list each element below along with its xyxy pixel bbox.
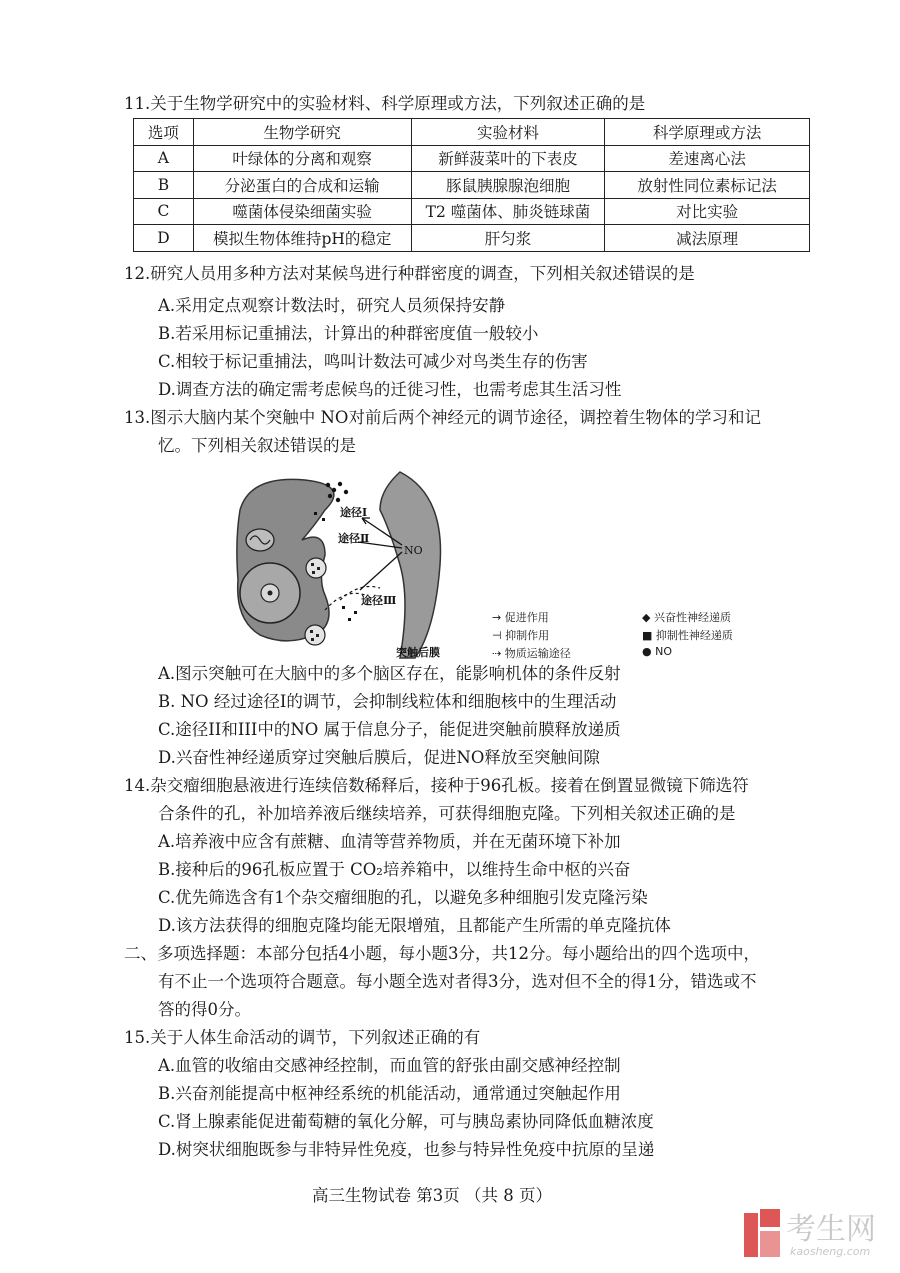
legend-transport: ⇢ 物质运输途径 xyxy=(492,647,571,660)
q15-option-d: D.树突状细胞既参与非特异性免疫，也参与特异性免疫中抗原的呈递 xyxy=(158,1140,655,1159)
q13-option-d: D.兴奋性神经递质穿过突触后膜后，促进NO释放至突触间隙 xyxy=(158,748,600,767)
vesicle-icon xyxy=(305,625,325,645)
q13-stem-line1: 13.图示大脑内某个突触中 NO对前后两个神经元的调节途径，调控着生物体的学习和记 xyxy=(124,408,761,427)
page-footer: 高三生物试卷 第3页 （共 8 页） xyxy=(312,1186,552,1205)
q15-option-a: A.血管的收缩由交感神经控制，而血管的舒张由副交感神经控制 xyxy=(158,1056,621,1075)
logo-brand-text: 考生网 xyxy=(786,1212,876,1247)
section2-line3: 答的得0分。 xyxy=(158,1000,251,1019)
table-row xyxy=(134,225,810,252)
logo-url-text: kaosheng.com xyxy=(790,1245,871,1258)
q13-stem-line2: 忆。下列相关叙述错误的是 xyxy=(158,436,356,455)
legend-excitatory: ◆ 兴奋性神经递质 xyxy=(642,611,731,624)
q11-stem: 11.关于生物学研究中的实验材料、科学原理或方法，下列叙述正确的是 xyxy=(124,94,646,113)
q14-option-b: B.接种后的96孔板应置于 CO₂培养箱中，以维持生命中枢的兴奋 xyxy=(158,860,631,879)
q14-option-d: D.该方法获得的细胞克隆均能无限增殖，且都能产生所需的单克隆抗体 xyxy=(158,916,671,935)
table-cell: 肝匀浆 xyxy=(411,225,605,252)
q13-option-a: A.图示突触可在大脑中的多个脑区存在，能影响机体的条件反射 xyxy=(158,664,621,683)
path1-label: 途径Ⅰ xyxy=(340,506,368,519)
q14-stem-line1: 14.杂交瘤细胞悬液进行连续倍数稀释后，接种于96孔板。接着在倒置显微镜下筛选符 xyxy=(124,776,749,795)
vesicle-icon xyxy=(306,558,326,578)
table-cell: 放射性同位素标记法 xyxy=(605,172,810,199)
q15-option-b: B.兴奋剂能提高中枢神经系统的机能活动，通常通过突触起作用 xyxy=(158,1084,621,1103)
q12-stem: 12.研究人员用多种方法对某候鸟进行种群密度的调查，下列相关叙述错误的是 xyxy=(124,264,695,283)
table-cell: A xyxy=(134,145,194,172)
table-header-cell: 实验材料 xyxy=(411,119,605,146)
legend-inhibit: ⊣ 抑制作用 xyxy=(492,629,550,642)
q15-stem: 15.关于人体生命活动的调节，下列叙述正确的有 xyxy=(124,1028,481,1047)
table-header-row xyxy=(134,119,810,146)
table-cell: C xyxy=(134,198,194,225)
section2-line2: 有不止一个选项符合题意。每小题全选对者得3分，选对但不全的得1分，错选或不 xyxy=(158,972,757,991)
synapse-figure xyxy=(230,470,490,660)
path3-label: 途径Ⅲ xyxy=(361,594,397,607)
table-header-cell: 选项 xyxy=(134,119,194,146)
table-row xyxy=(134,172,810,199)
q12-option-c: C.相较于标记重捕法，鸣叫计数法可减少对鸟类生存的伤害 xyxy=(158,352,588,371)
q13-option-b: B. NO 经过途径Ⅰ的调节，会抑制线粒体和细胞核中的生理活动 xyxy=(158,692,617,711)
table-header-cell: 科学原理或方法 xyxy=(605,119,810,146)
table-cell: 豚鼠胰腺腺泡细胞 xyxy=(411,172,605,199)
section2-line1: 二、多项选择题：本部分包括4小题，每小题3分，共12分。每小题给出的四个选项中， xyxy=(124,944,760,963)
table-cell: 噬菌体侵染细菌实验 xyxy=(193,198,411,225)
no-label: NO xyxy=(404,544,423,557)
table-cell: 叶绿体的分离和观察 xyxy=(193,145,411,172)
q14-option-c: C.优先筛选含有1个杂交瘤细胞的孔，以避免多种细胞引发克隆污染 xyxy=(158,888,648,907)
path2-label: 途径Ⅱ xyxy=(338,532,370,545)
legend-inhibitory: ■ 抑制性神经递质 xyxy=(642,629,733,642)
q15-option-c: C.肾上腺素能促进葡萄糖的氧化分解，可与胰岛素协同降低血糖浓度 xyxy=(158,1112,654,1131)
table-cell: D xyxy=(134,225,194,252)
postsynaptic-neuron xyxy=(380,472,441,658)
q12-option-d: D.调查方法的确定需考虑候鸟的迁徙习性，也需考虑其生活习性 xyxy=(158,380,622,399)
q13-option-c: C.途径II和III中的NO 属于信息分子，能促进突触前膜释放递质 xyxy=(158,720,621,739)
postsynaptic-label: 突触后膜 xyxy=(396,646,440,659)
q11-table xyxy=(133,118,810,252)
table-cell: 新鲜菠菜叶的下表皮 xyxy=(411,145,605,172)
table-cell: 模拟生物体维持pH的稳定 xyxy=(193,225,411,252)
kaosheng-logo xyxy=(742,1203,892,1263)
q12-option-a: A.采用定点观察计数法时，研究人员须保持安静 xyxy=(158,296,506,315)
table-cell: 差速离心法 xyxy=(605,145,810,172)
table-row xyxy=(134,145,810,172)
table-cell: 分泌蛋白的合成和运输 xyxy=(193,172,411,199)
legend-no: ● NO xyxy=(642,645,672,658)
table-row xyxy=(134,198,810,225)
table-header-cell: 生物学研究 xyxy=(193,119,411,146)
q14-option-a: A.培养液中应含有蔗糖、血清等营养物质，并在无菌环境下补加 xyxy=(158,832,621,851)
legend-promote: → 促进作用 xyxy=(492,611,549,624)
table-cell: 对比实验 xyxy=(605,198,810,225)
table-cell: T2 噬菌体、肺炎链球菌 xyxy=(411,198,605,225)
q12-option-b: B.若采用标记重捕法，计算出的种群密度值一般较小 xyxy=(158,324,539,343)
table-cell: B xyxy=(134,172,194,199)
q14-stem-line2: 合条件的孔，补加培养液后继续培养，可获得细胞克隆。下列相关叙述正确的是 xyxy=(158,804,736,823)
table-cell: 减法原理 xyxy=(605,225,810,252)
